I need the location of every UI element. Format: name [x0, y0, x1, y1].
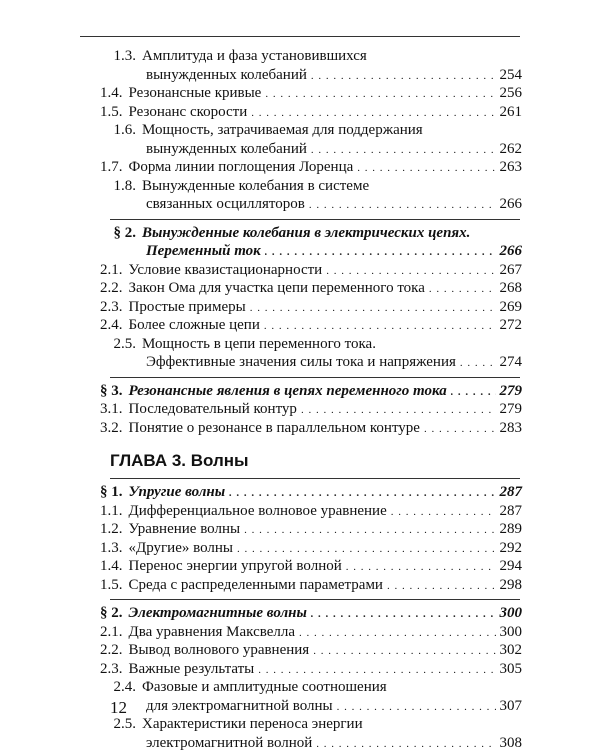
toc-number: 3.1. — [100, 401, 123, 417]
toc-number: 3.2. — [100, 419, 123, 436]
toc-number: 1.3. — [113, 48, 136, 64]
toc-title: Характеристики переноса энергии — [142, 716, 363, 732]
section-divider — [110, 377, 520, 378]
toc-number: 2.5. — [113, 716, 136, 732]
toc-number: 1.4. — [100, 558, 123, 574]
toc-number: 1.8. — [113, 177, 136, 194]
toc-page: 261 — [499, 103, 522, 120]
toc-page: 287 — [499, 502, 522, 519]
chapter-title: ГЛАВА 3. Волны — [110, 451, 249, 470]
toc-title: Среда с распределенными параметрами — [128, 576, 383, 593]
toc-title: Резонансные кривые — [128, 85, 262, 101]
toc-page: 307 — [499, 697, 522, 714]
toc-number: 2.4. — [113, 679, 136, 695]
toc-number: 1.5. — [100, 103, 123, 120]
toc-page: 279 — [499, 382, 522, 399]
toc-title: Дифференциальное волновое уравнение — [128, 502, 387, 519]
toc-title: Резонансные явления в цепях переменного тока — [128, 382, 447, 399]
toc-page: 300 — [499, 605, 522, 621]
toc-page: 256 — [499, 85, 522, 101]
toc-number: 2.1. — [100, 261, 123, 278]
toc-title: связанных осцилляторов — [146, 196, 305, 212]
section-divider — [110, 599, 520, 600]
toc-number: 1.3. — [100, 539, 123, 556]
toc-title: электромагнитной волной — [146, 734, 313, 751]
toc-title: для электромагнитной волны — [146, 697, 333, 714]
toc-number: 2.1. — [100, 623, 123, 640]
toc-title: Эффективные значения силы тока и напряжения — [146, 354, 456, 370]
toc-page: 254 — [499, 66, 522, 83]
toc-leader — [460, 352, 496, 373]
toc-number: 2.3. — [100, 298, 123, 315]
toc-title: Мощность в цепи переменного тока. — [142, 335, 376, 352]
toc-title: Более сложные цепи — [128, 317, 260, 333]
toc-number: § 3. — [100, 382, 123, 399]
toc-page: 287 — [499, 484, 522, 500]
toc-number: 1.5. — [100, 576, 123, 593]
toc-number: 2.2. — [100, 642, 123, 658]
toc-number: 2.5. — [113, 335, 136, 352]
toc-number: 2.3. — [100, 660, 123, 677]
toc-page: 298 — [499, 576, 522, 593]
toc-title: Последовательный контур — [128, 401, 297, 417]
toc-page: 294 — [499, 558, 522, 574]
toc-page: 266 — [499, 196, 522, 212]
section-divider — [110, 219, 520, 220]
toc-title: Два уравнения Максвелла — [128, 623, 296, 640]
toc-page: 274 — [499, 354, 522, 370]
toc-title: Переменный ток — [146, 243, 261, 259]
toc-title: Простые примеры — [128, 298, 246, 315]
toc-title: вынужденных колебаний — [146, 140, 307, 157]
toc-number: 1.6. — [113, 122, 136, 138]
toc-number: 1.4. — [100, 85, 123, 101]
toc-number: § 1. — [100, 484, 123, 500]
toc-title: Вынужденные колебания в системе — [142, 177, 370, 194]
toc-title: Вынужденные колебания в электрических цепях. — [142, 224, 471, 241]
toc-page: 305 — [499, 660, 522, 677]
toc-number: 2.2. — [100, 280, 123, 296]
toc-page: 292 — [499, 539, 522, 556]
toc-title: Мощность, затрачиваемая для поддержания — [142, 122, 423, 138]
toc-title: Упругие волны — [128, 484, 226, 500]
toc-page: 268 — [499, 280, 522, 296]
toc-title: Вывод волнового уравнения — [128, 642, 310, 658]
toc-leader — [387, 575, 496, 596]
toc-title: Условие квазистационарности — [128, 261, 323, 278]
toc-number: 1.7. — [100, 159, 123, 175]
toc-page: 279 — [499, 401, 522, 417]
toc-page: 266 — [499, 243, 522, 259]
toc-title: Амплитуда и фаза установившихся — [142, 48, 367, 64]
toc-title: Уравнение волны — [128, 521, 241, 537]
toc-title: Электромагнитные волны — [128, 605, 307, 621]
toc-page: 267 — [499, 261, 522, 278]
toc-page: 272 — [499, 317, 522, 333]
toc-number: § 2. — [100, 605, 123, 621]
section-divider — [110, 478, 520, 479]
page-number: 12 — [110, 698, 127, 717]
toc-page: 283 — [499, 419, 522, 436]
toc-number: § 2. — [113, 224, 136, 241]
top-rule — [80, 36, 520, 37]
toc-number: 1.1. — [100, 502, 123, 519]
toc-leader — [424, 418, 496, 439]
toc-page: 289 — [499, 521, 522, 537]
toc-page: 302 — [499, 642, 522, 658]
toc-title: Резонанс скорости — [128, 103, 248, 120]
toc-leader — [309, 194, 496, 215]
toc-title: Форма линии поглощения Лоренца — [128, 159, 354, 175]
toc-number: 1.2. — [100, 521, 123, 537]
toc-title: Перенос энергии упругой волной — [128, 558, 342, 574]
toc-title: Важные результаты — [128, 660, 255, 677]
toc-page: 263 — [499, 159, 522, 175]
toc-page: 308 — [499, 734, 522, 751]
toc-title: вынужденных колебаний — [146, 66, 307, 83]
toc-page: 269 — [499, 298, 522, 315]
toc-number: 2.4. — [100, 317, 123, 333]
toc-title: «Другие» волны — [128, 539, 233, 556]
toc-title: Закон Ома для участка цепи переменного тока — [128, 280, 425, 296]
toc-title: Понятие о резонансе в параллельном контуре — [128, 419, 420, 436]
toc-page: 300 — [499, 623, 522, 640]
toc-page: 262 — [499, 140, 522, 157]
toc-title: Фазовые и амплитудные соотношения — [142, 679, 387, 695]
toc-leader — [316, 733, 495, 754]
